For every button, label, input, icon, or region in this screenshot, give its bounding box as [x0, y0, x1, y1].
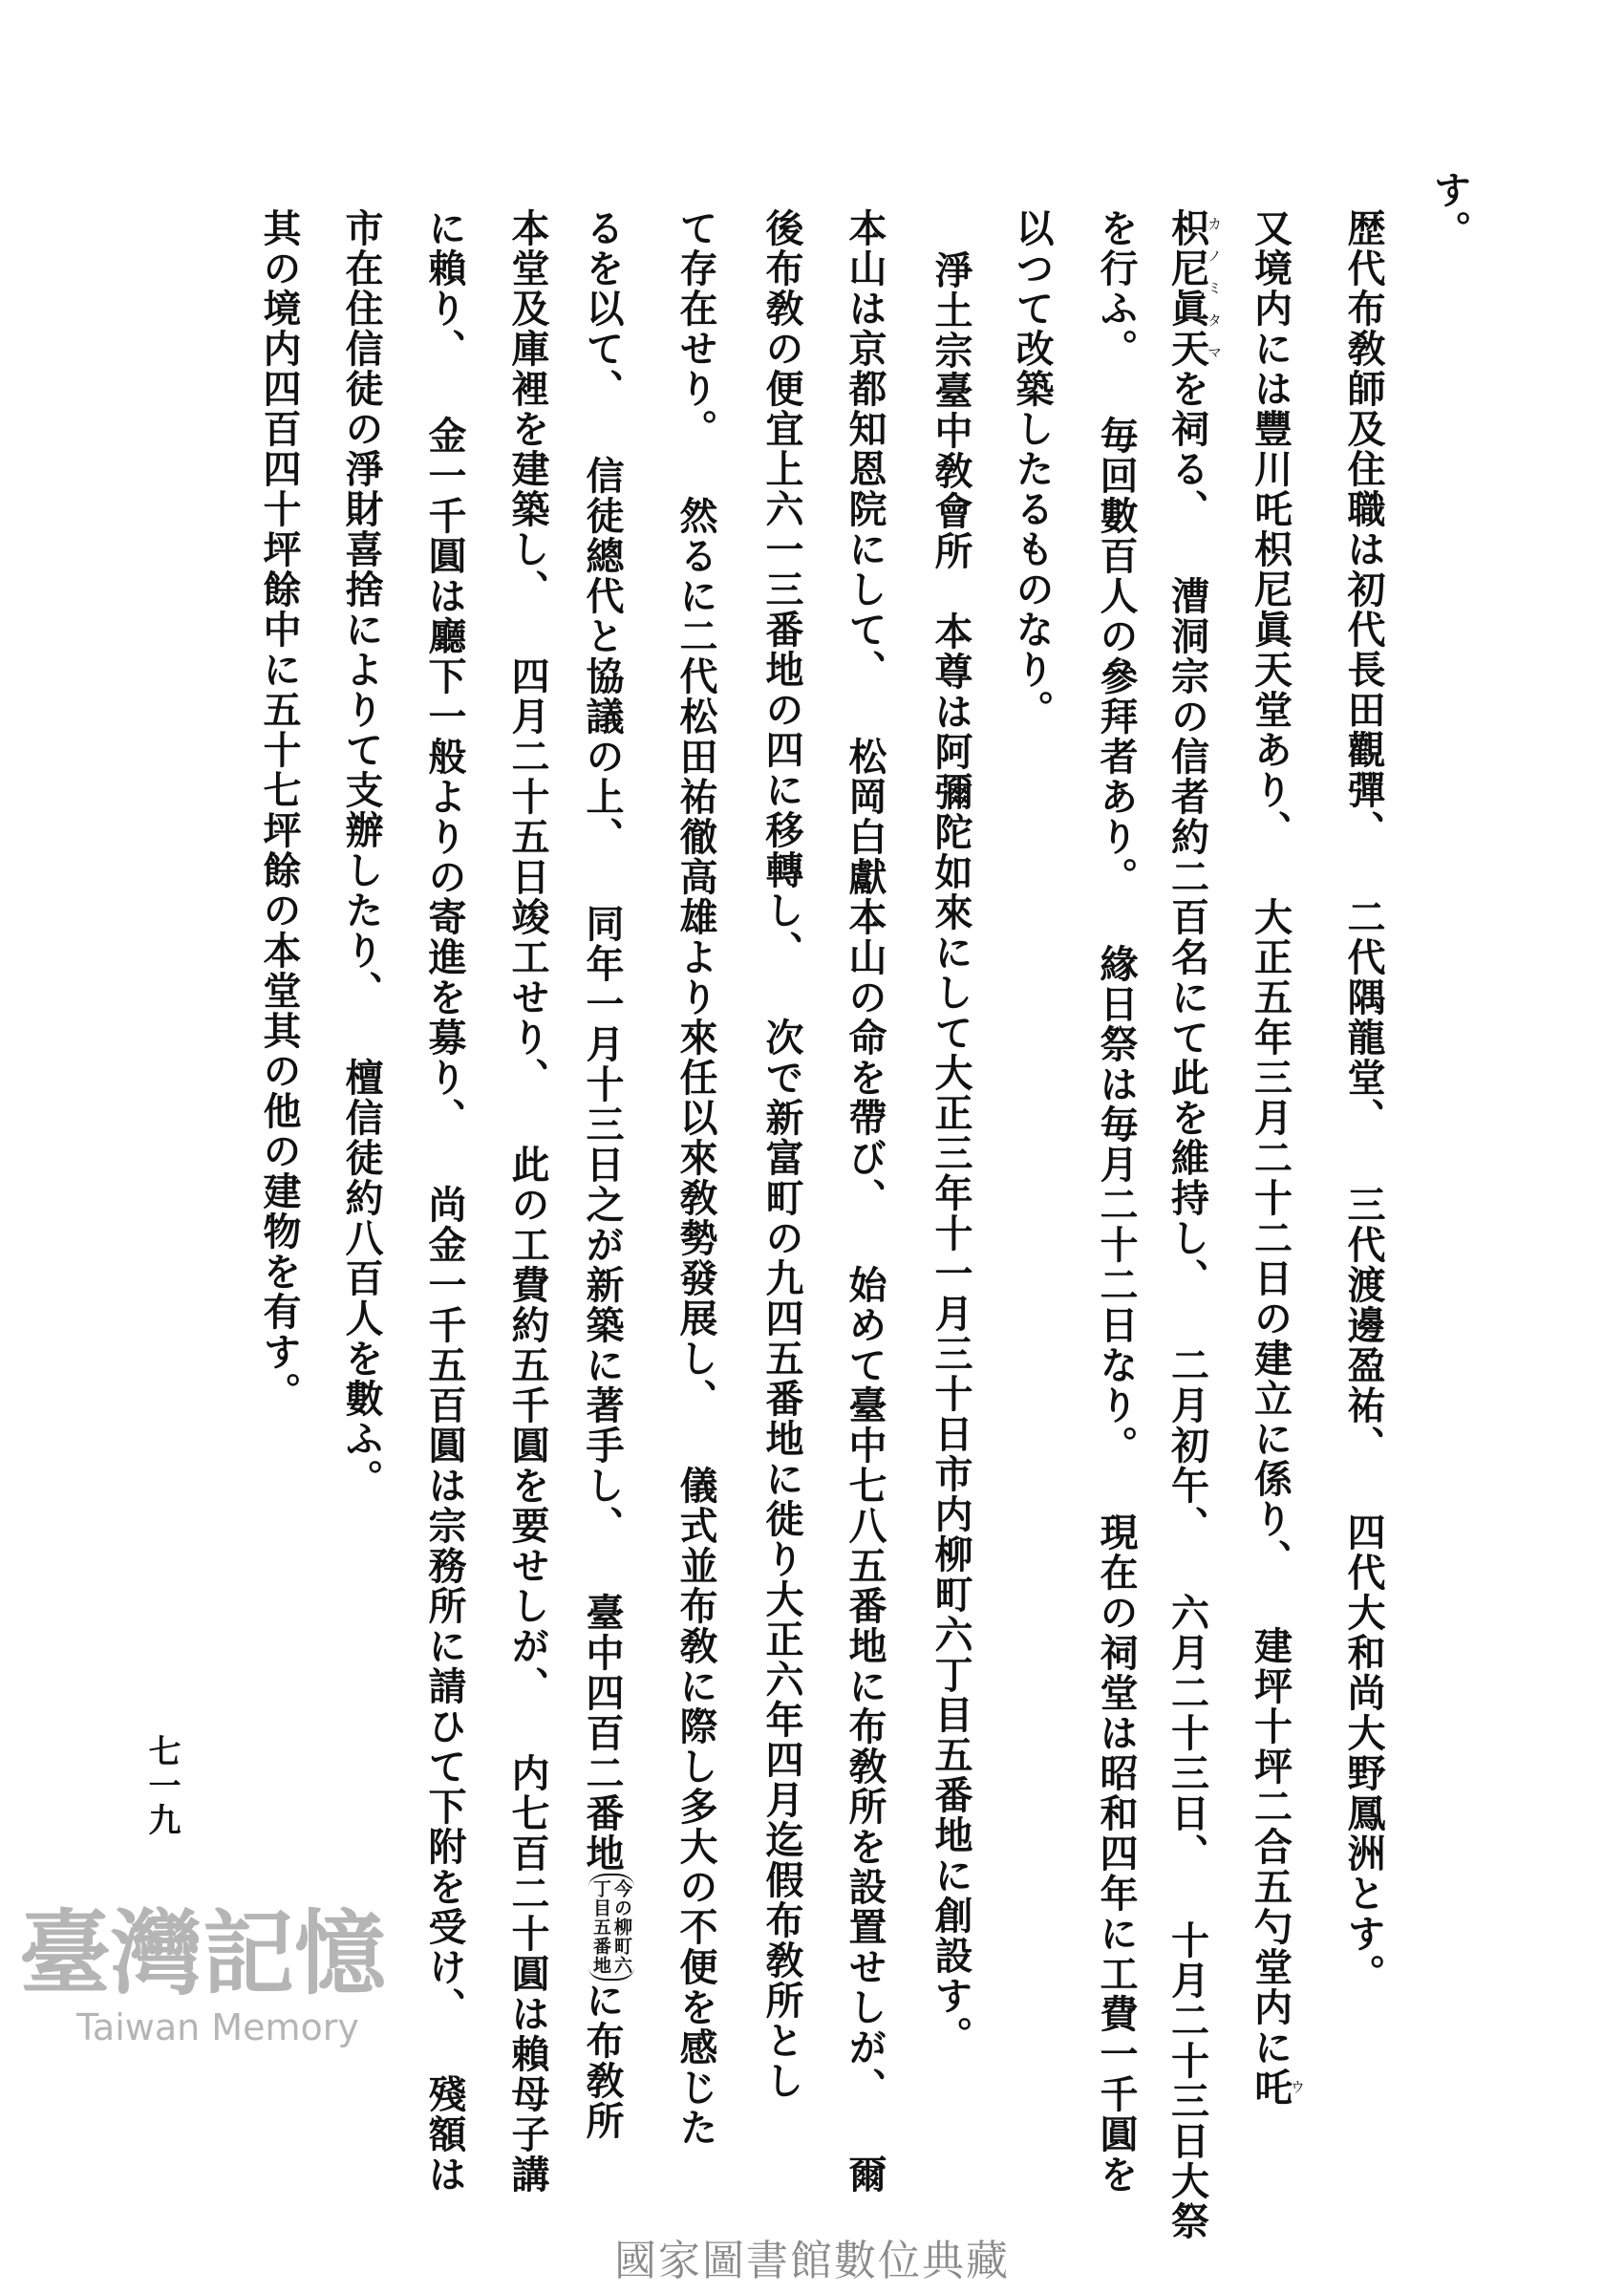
text-column-7: 淨土宗臺中敎會所 本尊は阿彌陀如來にして大正三年十一月三十日市内柳町六丁目五番地に創設す。	[929, 250, 973, 2056]
page-number: 七一九	[142, 1734, 181, 1837]
ruby-annotation	[1165, 208, 1223, 369]
text-column-2: 歴代布敎師及住職は初代長田觀彈、 二代隅龍堂、 三代渡邊盈祐、 四代大和尚大野鳳洲とす。	[1341, 208, 1386, 1994]
inline-note-line: 今の柳町六	[611, 1879, 632, 1975]
ruby-base: 吒	[1248, 2068, 1293, 2108]
text-column-15: 其の境内四百四十坪餘中に五十七坪餘の本堂其の他の建物を有す。	[257, 208, 302, 1412]
ruby-text: ウ	[1289, 2068, 1306, 2108]
text-column-12: 本堂及庫裡を建築し、 四月二十五日竣工せり、 此の工費約五千圓を要せしが、 内七百二十圓は賴母子講	[505, 208, 550, 2195]
footer-credit: 國家圖書館數位典藏	[614, 2237, 1010, 2285]
text-column-6: 以つて改築したるものなり。	[1010, 208, 1055, 730]
text-column-14: 市在住信徒の淨財喜捨によりて支辦したり、 檀信徒約八百人を數ふ。	[339, 208, 384, 1499]
text-column-8: 本山は京都知恩院にして、 松岡白獻本山の命を帶び、 始めて臺中七八五番地に布敎所を設置せしが、 爾	[843, 208, 887, 2195]
inline-note-line: 丁目五番地	[590, 1879, 611, 1975]
column-text: るを以て、 信徒總代と協議の上、 同年一月十三日之が新築に著手し、 臺中四百二番地	[580, 208, 625, 1874]
text-column-3	[1248, 208, 1306, 2108]
text-column-1: す。	[1427, 170, 1472, 250]
text-column-4	[1165, 208, 1223, 2241]
column-text: 又境内には豐川吒枳尼眞天堂あり、 大正五年三月二十二日の建立に係り、 建坪十坪二合五勺堂内に	[1248, 208, 1293, 2068]
column-text: を祠る、 漕洞宗の信者約二百名にて此を維持し、 二月初午、 六月二十三日、 十月二十三日大祭	[1165, 369, 1210, 2241]
column-text: に布敎所	[580, 1981, 625, 2141]
ruby-base: 枳尼眞天	[1165, 208, 1210, 369]
text-column-10: て存在せり。 然るに二代松田祐徹高雄より來任以來敎勢發展し、 儀式並布敎に際し多大の不便を感じた	[673, 208, 718, 2148]
text-column-11	[580, 208, 636, 2141]
text-column-5: を行ふ。 毎回數百人の參拜者あり。 緣日祭は毎月二十二日なり。 現在の祠堂は昭和四年に工費一千圓を	[1094, 208, 1139, 2195]
text-column-9: 後布敎の便宜上六一三番地の四に移轉し、 次で新富町の九四五番地に徙り大正六年四月迄假布敎所とし	[759, 208, 804, 2101]
ruby-annotation	[1248, 2068, 1306, 2108]
inline-note	[588, 1874, 634, 1981]
watermark-english: Taiwan Memory	[76, 2006, 359, 2048]
text-column-13: に賴り、 金一千圓は廳下一般よりの寄進を募り、 尚金一千五百圓は宗務所に請ひて下附を受け、 殘額は	[422, 208, 467, 2195]
ruby-text: カノミタマ	[1206, 208, 1223, 369]
watermark-chinese: 臺灣記憶	[19, 1899, 386, 2007]
watermark-logo	[19, 1901, 386, 2048]
